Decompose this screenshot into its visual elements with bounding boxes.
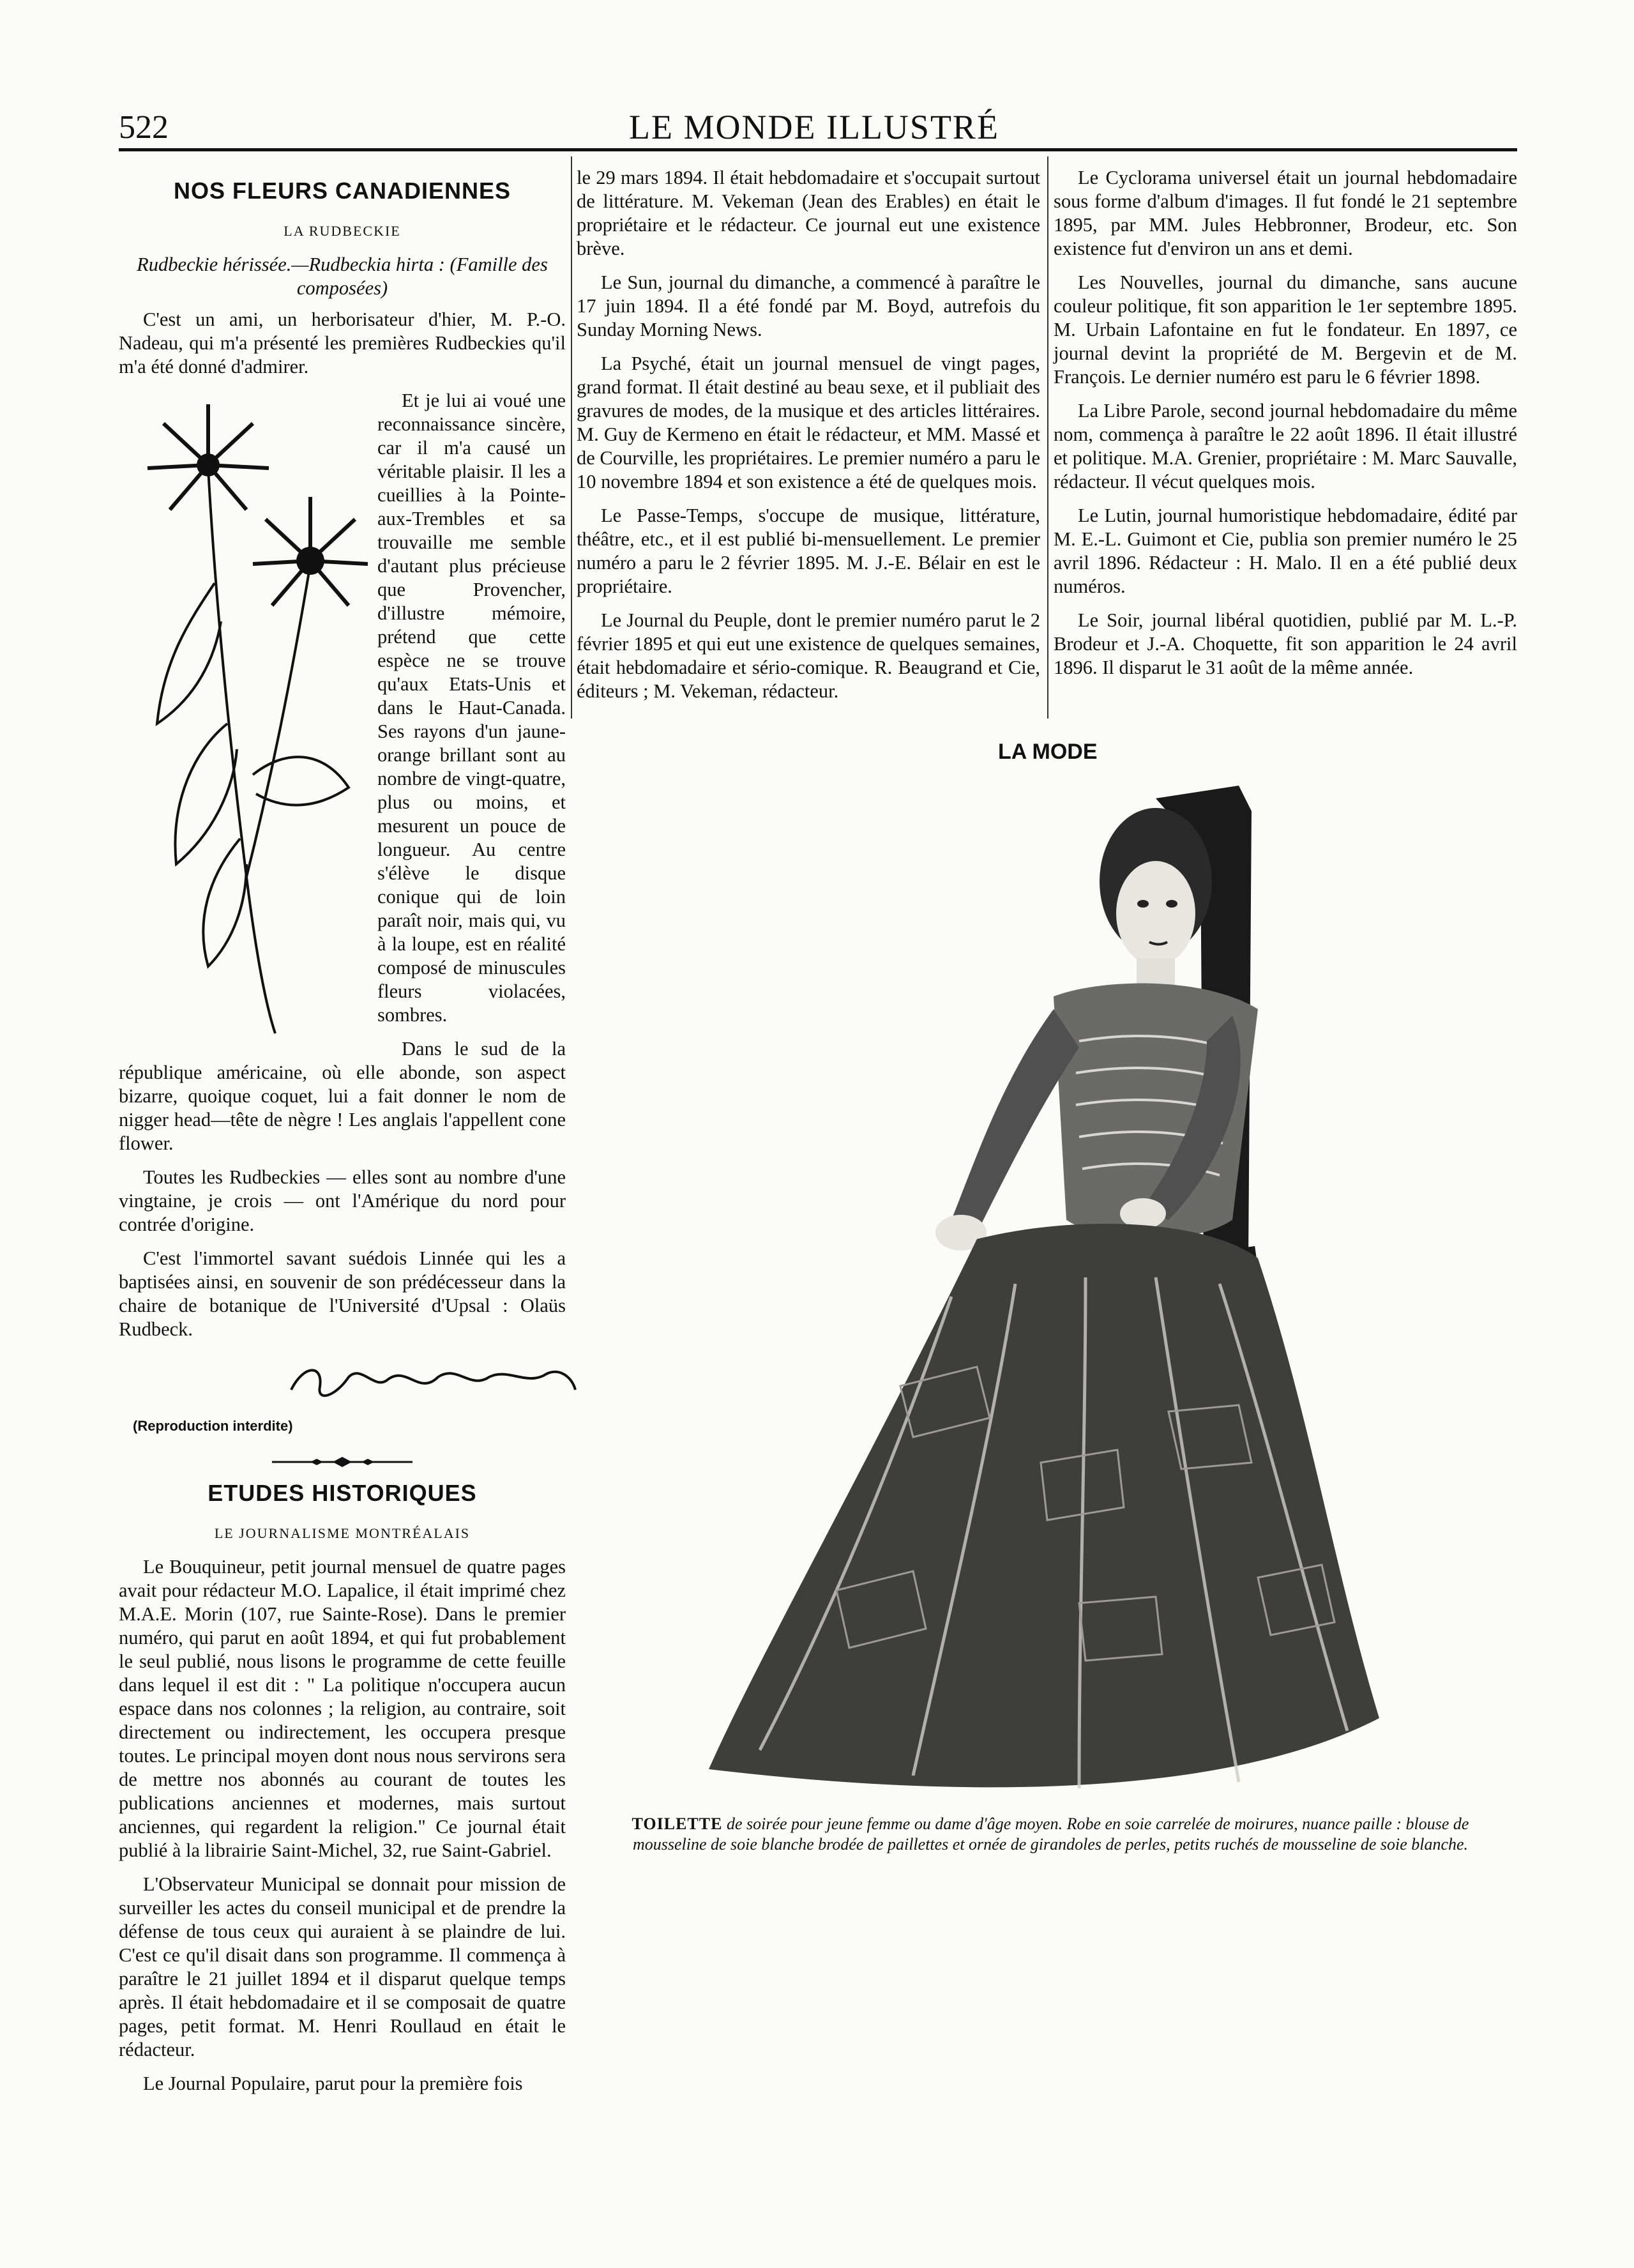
- ornament-divider: [119, 1456, 566, 1468]
- reproduction-note: (Reproduction interdite): [133, 1418, 293, 1434]
- author-signature: [119, 1351, 566, 1409]
- paragraph: Le Passe-Temps, s'occupe de musique, littérature, théâtre, etc., et il est publié bi-mensuellement. Le premier numéro a paru le 2 février 1895. M. J.-E. Bélair en est le propriétaire.: [577, 505, 1040, 597]
- rudbeckia-drawing-icon: [119, 392, 371, 1037]
- paragraph: Toutes les Rudbeckies — elles sont au nombre d'une vingtaine, je crois — ont l'Amérique du nord pour contrée d'origine.: [119, 1166, 566, 1235]
- paragraph: Le Journal Populaire, parut pour la première fois: [143, 2073, 523, 2094]
- illustration-caption: [600, 1814, 1501, 1855]
- paragraph: le 29 mars 1894. Il était hebdomadaire et s'occupait surtout de littérature. M. Vekeman (Jean des Erables) en était le propriétaire et le rédacteur. Ce journal eut une existence brève.: [577, 167, 1040, 259]
- section-title-mode: LA MODE: [998, 740, 1098, 764]
- section-title-fleurs: NOS FLEURS CANADIENNES: [173, 178, 511, 204]
- section-subtitle-journalisme: LE JOURNALISME MONTRÉALAIS: [214, 1525, 471, 1541]
- section-subtitle-rudbeckie: LA RUDBECKIE: [284, 223, 401, 239]
- paragraph: C'est l'immortel savant suédois Linnée qui les a baptisées ainsi, en souvenir de son prédécesseur dans la chaire de botanique de l'Université d'Upsal : Olaüs Rudbeck.: [119, 1247, 566, 1340]
- caption-lead: TOILETTE: [632, 1815, 723, 1833]
- masthead-title: LE MONDE ILLUSTRÉ: [629, 108, 999, 146]
- column-divider-2: [1047, 156, 1048, 719]
- paragraph: La Psyché, était un journal mensuel de vingt pages, grand format. Il était destiné au beau sexe, et il publiait des gravures de modes, de la musique et des articles littéraires. M. Guy de Kermeno en était le rédacteur, et MM. Massé et de Courville, les propriétaires. Le premier numéro a paru le 10 novembre 1894 et son existence a été de quelques mois.: [577, 353, 1040, 492]
- ornament-icon: [272, 1456, 412, 1468]
- latin-name-line: Rudbeckie hérissée.—Rudbeckia hirta : (Famille des composées): [137, 254, 548, 299]
- paragraph: L'Observateur Municipal se donnait pour mission de surveiller les actes du conseil municipal et de prendre la défense de tous ceux qui auraient à se plaindre de lui. C'est ce qu'il disait dans son programme. Il commença à paraître le 21 juillet 1894 et il disparut quelque temps après. Il était hebdomadaire et il se composait de quatre pages, petit format. M. Henri Roullaud en était le rédacteur.: [119, 1873, 566, 2060]
- paragraph: Le Bouquineur, petit journal mensuel de quatre pages avait pour rédacteur M.O. Lapalice, il était imprimé chez M.A.E. Morin (107, rue Sainte-Rose). Dans le premier numéro, qui parut en août 1894, et qui fut probablement le seul publié, nous lisons le programme de cette feuille dans lequel il est dit : " La politique n'occupera aucun espace dans nos colonnes ; la religion, au contraire, soit directement ou indirectement, les occupera presque toutes. Le principal moyen dont nous nous servirons sera de mettre nos abonnés au courant de toutes les publications anciennes et modernes, mais surtout anciennes, qui regardent la religion." Ce journal était publié à la librairie Saint-Michel, 32, rue Saint-Gabriel.: [119, 1556, 566, 1861]
- paragraph: Le Soir, journal libéral quotidien, publié par M. L.-P. Brodeur et J.-A. Choquette, fit son apparition le 24 avril 1896. Il disparut le 31 août de la même année.: [1054, 609, 1517, 678]
- seated-woman-illustration-icon: [594, 773, 1475, 1801]
- signature-image: [285, 1351, 579, 1409]
- paragraph: Dans le sud de la république américaine, où elle abonde, son aspect bizarre, quoique coquet, lui a fait donner le nom de nigger head—tête de nègre ! Les anglais l'appellent cone flower.: [119, 1038, 566, 1154]
- paragraph: Le Journal du Peuple, dont le premier numéro parut le 2 février 1895 et qui eut une existence de quelques semaines, était hebdomadaire et sério-comique. R. Beaugrand et Cie, éditeurs ; M. Vekeman, rédacteur.: [577, 609, 1040, 702]
- column-1: [119, 166, 566, 2106]
- paragraph: Le Cyclorama universel était un journal hebdomadaire sous forme d'album d'images. Il fut fondé le 21 septembre 1895, par MM. Jules Hebbronner, Brodeur, etc. Son existence fut d'environ un ans et demi.: [1054, 167, 1517, 259]
- header-rule: [119, 148, 1517, 151]
- fashion-illustration: [594, 773, 1475, 1801]
- column-3: [1054, 166, 1517, 690]
- column-2: [577, 166, 1040, 713]
- page-number: 522: [119, 109, 169, 146]
- column-divider-1: [571, 156, 572, 719]
- paragraph: C'est un ami, un herborisateur d'hier, M. P.-O. Nadeau, qui m'a présenté les premières Rudbeckies qu'il m'a été donné d'admirer.: [119, 308, 566, 377]
- section-title-etudes: ETUDES HISTORIQUES: [208, 1480, 477, 1506]
- paragraph: Et je lui ai voué une reconnaissance sincère, car il m'a causé un véritable plaisir. Il les a cueillies à la Pointe-aux-Trembles et sa trouvaille me semble d'autant plus précieuse que Provencher, d'illustre mémoire, prétend que cette espèce ne se trouve qu'aux Etats-Unis et dans le Haut-Canada. Ses rayons d'un jaune-orange brillant sont au nombre de vingt-quatre, plus ou moins, et mesurent un pouce de longueur. Au centre s'élève le disque conique qui de loin paraît noir, mais qui, vu à la loupe, est en réalité composé de minuscules fleurs violacées, sombres.: [377, 390, 566, 1026]
- flower-illustration: [119, 392, 371, 1037]
- paragraph: Les Nouvelles, journal du dimanche, sans aucune couleur politique, fit son apparition le 1er septembre 1895. M. Urbain Lafontaine en fut le fondateur. En 1897, ce journal devint la propriété de M. Bergevin et de M. François. Le dernier numéro est paru le 6 février 1898.: [1054, 271, 1517, 388]
- paragraph: Le Lutin, journal humoristique hebdomadaire, édité par M. E.-L. Guimont et Cie, publia son premier numéro le 25 avril 1896. Rédacteur : H. Malo. Il en a été publié deux numéros.: [1054, 505, 1517, 597]
- paragraph: La Libre Parole, second journal hebdomadaire du même nom, commença à paraître le 22 août 1896. Il était illustré et politique. M.A. Grenier, propriétaire : M. Marc Sauvalle, rédacteur. Il vécut quelques mois.: [1054, 400, 1517, 492]
- caption-text: de soirée pour jeune femme ou dame d'âge moyen. Robe en soie carrelée de moirures, nuance paille : blouse de mousseline de soie blanche brodée de paillettes et ornée de girandoles de perles, petits ruchés de mousseline de soie blanche.: [632, 1815, 1469, 1853]
- paragraph: Le Sun, journal du dimanche, a commencé à paraître le 17 juin 1894. Il a été fondé par M. Boyd, autrefois du Sunday Morning News.: [577, 271, 1040, 340]
